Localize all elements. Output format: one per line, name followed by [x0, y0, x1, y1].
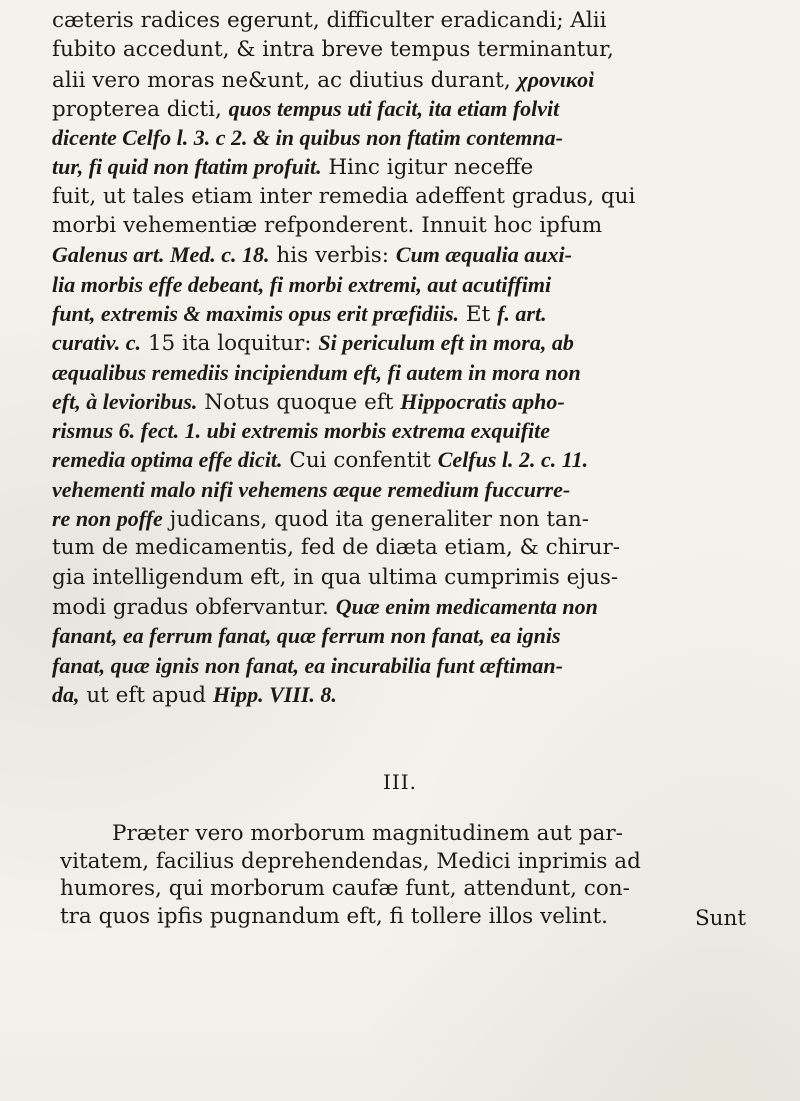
- text-line: [52, 563, 772, 592]
- text-line: [52, 6, 772, 35]
- text-line: [52, 328, 772, 357]
- text-line: [52, 240, 772, 269]
- text-line: [52, 123, 772, 152]
- italic-segment: funt, extremis & maximis opus erit præfidiis.: [52, 300, 460, 326]
- italic-segment: re non poffe: [52, 506, 163, 532]
- italic-segment: fanat, quæ ignis non fanat, ea incurabilia funt æftiman-: [52, 652, 563, 678]
- italic-segment: eft, à levioribus.: [52, 388, 198, 414]
- italic-segment: f. art.: [497, 300, 547, 326]
- text-line: [52, 94, 772, 123]
- italic-segment: χρονικοὶ: [517, 66, 595, 92]
- italic-segment: remedia optima effe dicit.: [52, 447, 283, 473]
- text-segment: tum de medicamentis, fed de diæta etiam, & chirur-: [52, 535, 621, 561]
- text-segment: propterea dicti,: [52, 96, 229, 122]
- text-line: [52, 387, 772, 416]
- text-segment: judicans, quod ita generaliter non tan-: [162, 507, 589, 533]
- section-heading: III.: [382, 770, 418, 794]
- italic-segment: æqualibus remediis incipiendum eft, fi autem in mora non: [52, 359, 581, 385]
- second-paragraph: [60, 820, 780, 930]
- italic-segment: da,: [52, 681, 80, 707]
- text-segment: cæteris radices egerunt, difficulter eradicandi; Alii: [52, 8, 607, 33]
- text-segment: modi gradus obfervantur.: [52, 594, 336, 620]
- text-line: [52, 35, 772, 64]
- text-line: [52, 621, 772, 650]
- text-line: [52, 416, 772, 445]
- italic-segment: tur, fi quid non ftatim profuit.: [52, 154, 322, 180]
- text-line: [52, 182, 772, 211]
- text-line: [52, 270, 772, 299]
- text-line: vitatem, facilius deprehendendas, Medici inprimis ad: [60, 848, 641, 874]
- text-line: [52, 445, 772, 474]
- italic-segment: quos tempus uti facit, ita etiam folvit: [228, 95, 560, 121]
- italic-segment: curativ. c.: [52, 330, 141, 356]
- text-line: [52, 592, 772, 621]
- catchword: Sunt: [694, 906, 746, 931]
- text-line: [52, 211, 772, 240]
- text-line: [52, 475, 772, 504]
- text-line: tra quos ipfis pugnandum eft, fi tollere illos velint.: [60, 903, 608, 929]
- text-segment: fuit, ut tales etiam inter remedia adeffent gradus, qui: [52, 183, 636, 209]
- text-line: [52, 299, 772, 328]
- text-line: humores, qui morborum caufæ funt, attendunt, con-: [60, 876, 630, 901]
- text-line: Præter vero morborum magnitudinem aut par-: [112, 821, 623, 846]
- text-segment: ut eft apud: [79, 682, 213, 708]
- text-line: [52, 65, 772, 94]
- italic-segment: dicente Celfo l. 3. c 2. & in quibus non ftatim contemna-: [52, 125, 563, 151]
- italic-segment: Hippocratis apho-: [400, 388, 565, 414]
- italic-segment: Cum æqualia auxi-: [395, 242, 572, 268]
- text-line: [52, 504, 772, 533]
- page-bottom-shading: [0, 940, 800, 1101]
- italic-segment: rismus 6. fect. 1. ubi extremis morbis extrema exquifite: [52, 418, 551, 444]
- italic-segment: Celfus l. 2. c. 11.: [437, 447, 589, 473]
- text-segment: 15 ita loquitur:: [141, 331, 319, 357]
- text-segment: gia intelligendum eft, in qua ultima cumprimis ejus-: [52, 564, 619, 590]
- text-segment: his verbis:: [269, 243, 396, 269]
- text-segment: Et: [459, 301, 498, 327]
- italic-segment: Quæ enim medicamenta non: [335, 593, 598, 619]
- italic-segment: lia morbis effe debeant, fi morbi extremi, aut acutiffimi: [52, 271, 552, 297]
- italic-segment: Galenus art. Med. c. 18.: [52, 242, 270, 268]
- text-segment: Cui confentit: [282, 448, 438, 474]
- italic-segment: Si periculum eft in mora, ab: [318, 330, 574, 356]
- italic-segment: Hipp. VIII. 8.: [212, 681, 337, 707]
- text-segment: alii vero moras ne&unt, ac diutius durant,: [52, 67, 518, 93]
- text-line: [52, 533, 772, 562]
- text-segment: morbi vehementiæ refponderent. Innuit hoc ipfum: [52, 213, 603, 239]
- text-line: [52, 651, 772, 680]
- text-segment: Notus quoque eft: [197, 389, 401, 415]
- italic-segment: vehementi malo nifi vehemens æque remedium fuccurre-: [52, 476, 571, 502]
- main-paragraph: [52, 6, 772, 709]
- text-line: [52, 680, 772, 709]
- text-line: [52, 358, 772, 387]
- text-line: [52, 152, 772, 181]
- text-segment: fubito accedunt, & intra breve tempus terminantur,: [52, 37, 614, 63]
- text-segment: Hinc igitur neceffe: [321, 155, 534, 181]
- italic-segment: fanant, ea ferrum fanat, quæ ferrum non fanat, ea ignis: [52, 623, 561, 649]
